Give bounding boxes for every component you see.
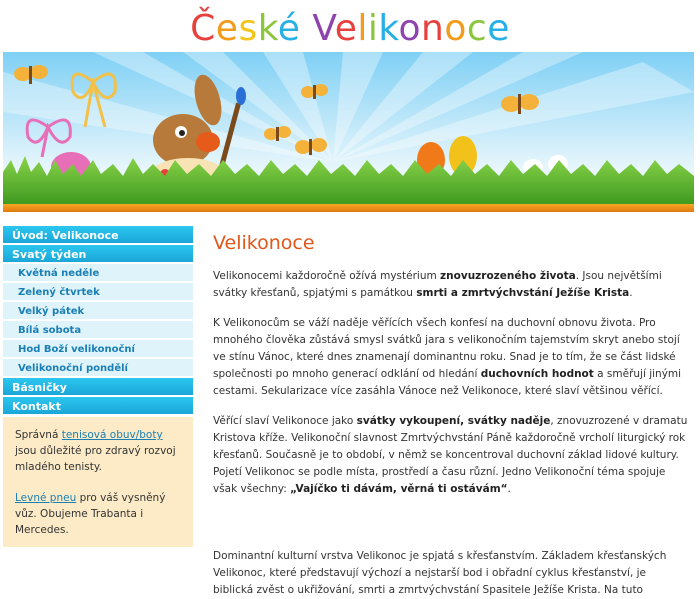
easter-banner-illustration — [3, 52, 694, 204]
title-letter: e — [334, 8, 358, 49]
promo-box — [3, 417, 193, 547]
title-letter: V — [312, 8, 335, 49]
nav-item-poems[interactable]: Básničky — [3, 378, 193, 397]
title-letter: s — [238, 8, 258, 49]
nav-subitem-maundy-thursday[interactable]: Zelený čtvrtek — [3, 283, 193, 302]
title-letter: k — [378, 8, 399, 49]
paragraph-2: K Velikonocům se váží naděje věřících všech konfesí na duchovní obnovu života. Pro mnohého člověka zůstává smysl svátků jara s velikonočním tajemstvím skryt anebo stojí ve stínu Vánoc, které dnes znamenají dominantnu roku. Snad je to tím, že se část lidské společnosti po mnoho generací odklání od hledání duchovních hodnot a směřují jinými cestami. Sekularizace více zasáhla Vánoce než Velikonoce, které slaví většinou věřící. — [213, 317, 682, 397]
site-title[interactable] — [0, 6, 700, 52]
title-letter: é — [277, 8, 301, 49]
nav-subitem-easter-monday[interactable]: Velikonoční pondělí — [3, 359, 193, 378]
header-orange-bar — [3, 204, 694, 212]
title-letter: c — [466, 8, 488, 49]
nav-item-intro[interactable]: Úvod: Velikonoce — [3, 226, 193, 245]
header-banner — [3, 52, 694, 204]
nav-subitem-easter-sunday[interactable]: Hod Boží velikonoční — [3, 340, 193, 359]
title-letter: n — [421, 8, 445, 49]
promo-link-tennis-shoes[interactable]: tenisová obuv/boty — [61, 429, 163, 441]
title-letter: l — [357, 8, 368, 49]
title-letter: o — [398, 8, 422, 49]
nav-subitem-palm-sunday[interactable]: Květná neděle — [3, 264, 193, 283]
paragraph-4: Dominantní kulturní vrstva Velikonoc je spjatá s křesťanstvím. Základem křesťanských Velikonoc, které představují výchozí a nejstarší bod i obřadní cyklus křesťanství, je biblická zvěst o ukřižování, smrti a zmrtvýchvstání Spasitele Ježíše Krista. Na tuto — [213, 550, 667, 596]
title-letter: o — [444, 8, 467, 49]
sidebar-nav — [3, 226, 193, 547]
promo-text-2: Levné pneu pro váš vysněný vůz. Obujeme Trabanta i Mercedes. — [15, 492, 166, 536]
nav-subitem-good-friday[interactable]: Velký pátek — [3, 302, 193, 321]
title-letter: e — [215, 8, 239, 49]
title-letter — [300, 8, 312, 49]
title-letter: Č — [190, 8, 216, 49]
nav-item-holy-week[interactable]: Svatý týden — [3, 245, 193, 264]
promo-link-cheap-tires[interactable]: Levné pneu — [15, 492, 77, 504]
nav-item-contact[interactable]: Kontakt — [3, 397, 193, 416]
title-letter: e — [487, 8, 510, 49]
paragraph-3: Věřící slaví Velikonoce jako svátky vykoupení, svátky naděje, znovuzrozené v dramatu Kristova kříže. Velikonoční slavnost Zmrtvýchvstání Páně každoročně vrcholí liturgický rok křesťanů. Současně je to období, v němž se koncentroval duchovní základ lidové kultury. Pojetí Velikonoc se podle místa, prostředí a času různí. Jedno Velikonoční téma spojuje však všechny: „Vajíčko ti dávám, věrná ti ostávám“. — [213, 415, 688, 495]
main-content — [213, 226, 688, 599]
nav-subitem-holy-saturday[interactable]: Bílá sobota — [3, 321, 193, 340]
promo-text-1: Správná tenisová obuv/boty jsou důležité pro zdravý rozvoj mladého tenisty. — [15, 429, 176, 473]
page-title: Velikonoce — [213, 232, 315, 254]
paragraph-1: Velikonocemi každoročně ožívá mystérium znovuzrozeného života. Jsou největšími svátky křesťanů, spjatými s památkou smrti a zmrtvýchvstání Ježíše Krista. — [213, 270, 662, 299]
title-letter: k — [257, 8, 278, 49]
title-letter: i — [367, 8, 379, 49]
